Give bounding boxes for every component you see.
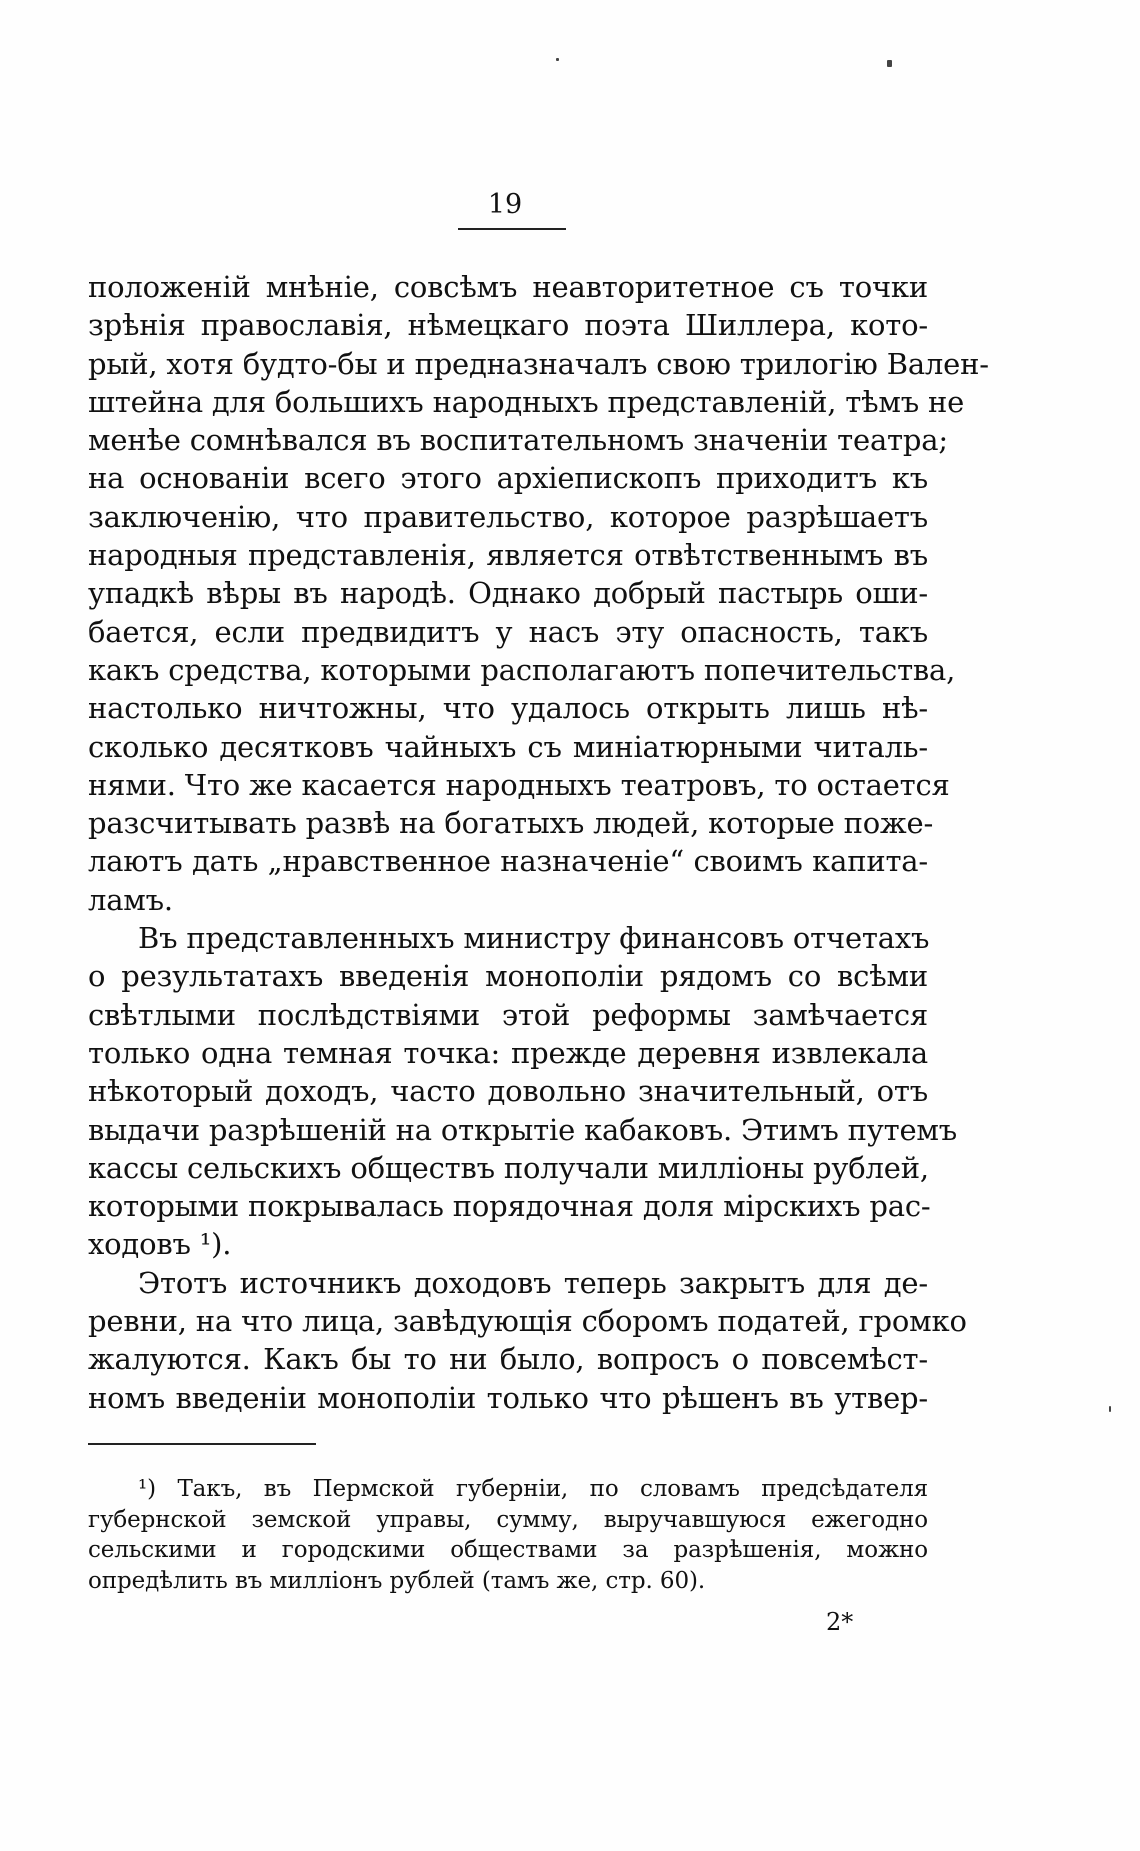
body-line: упадкѣ вѣры въ народѣ. Однако добрый пастырь оши- (88, 576, 928, 611)
body-line: нями. Что же касается народныхъ театровъ, то остается (88, 767, 950, 802)
body-line: народныя представленія, является отвѣтственнымъ въ (88, 538, 928, 573)
body-line: сколько десятковъ чайныхъ съ миніатюрными читаль- (88, 729, 928, 764)
footnotes (88, 1474, 928, 1596)
page-number: 19 (487, 189, 523, 220)
body-line: жалуются. Какъ бы то ни было, вопросъ о повсемѣст- (88, 1342, 928, 1377)
body-line: кассы сельскихъ обществъ получали милліоны рублей, (88, 1150, 929, 1185)
body-line: бается, если предвидитъ у насъ эту опасность, такъ (88, 614, 928, 649)
body-line: разсчитывать развѣ на богатыхъ людей, которые поже- (88, 806, 934, 841)
body-line: на основаніи всего этого архіепископъ приходитъ къ (88, 461, 928, 496)
footnote-line: губернской земской управы, сумму, выручавшуюся ежегодно (88, 1506, 928, 1533)
footnote-separator (88, 1443, 316, 1445)
body-line: нѣкоторый доходъ, часто довольно значительный, отъ (88, 1074, 928, 1109)
printer-signature-mark: 2* (826, 1608, 854, 1636)
body-line: положеній мнѣніе, совсѣмъ неавторитетное съ точки (88, 270, 928, 304)
body-line: которыми покрывалась порядочная доля мірскихъ рас- (88, 1189, 931, 1224)
footnote-line: сельскими и городскими обществами за разрѣшенія, можно (88, 1537, 928, 1563)
body-line: Этотъ источникъ доходовъ теперь закрытъ для де- (138, 1265, 928, 1300)
body-line: лаютъ дать „нравственное назначеніе“ своимъ капита- (88, 844, 928, 879)
body-line: заключенію, что правительство, которое разрѣшаетъ (88, 499, 928, 534)
body-line: Въ представленныхъ министру финансовъ отчетахъ (138, 921, 930, 956)
body-line: только одна темная точка: прежде деревня извлекала (88, 1035, 928, 1070)
body-line: ламъ. (88, 882, 173, 917)
body-line: номъ введеніи монополіи только что рѣшенъ въ утвер- (88, 1380, 928, 1415)
body-line: настолько ничтожны, что удалось открыть лишь нѣ- (88, 691, 928, 726)
footnote-line: опредѣлить въ милліонъ рублей (тамъ же, стр. 60). (88, 1567, 706, 1594)
body-line: ходовъ ¹). (88, 1227, 232, 1262)
body-text (88, 268, 989, 1417)
scan-speck (556, 58, 559, 61)
body-line: о результатахъ введенія монополіи рядомъ со всѣми (88, 959, 928, 994)
body-line: какъ средства, которыми располагаютъ попечительства, (88, 652, 956, 687)
page-number-underline (458, 228, 566, 230)
scan-speck (887, 60, 892, 67)
body-line: менѣе сомнѣвался въ воспитательномъ значеніи театра; (88, 423, 948, 458)
footnote-line: ¹) Такъ, въ Пермской губерніи, по словамъ предсѣдателя (138, 1476, 928, 1502)
body-line: ревни, на что лица, завѣдующія сборомъ податей, громко (88, 1304, 967, 1339)
body-line: выдачи разрѣшеній на открытіе кабаковъ. Этимъ путемъ (88, 1112, 958, 1147)
body-line: рый, хотя будто-бы и предназначалъ свою трилогію Вален- (88, 346, 989, 381)
body-line: зрѣнія православія, нѣмецкаго поэта Шиллера, кото- (88, 308, 928, 343)
body-line: свѣтлыми послѣдствіями этой реформы замѣчается (88, 997, 928, 1032)
scan-speck (1109, 1406, 1111, 1412)
body-line: штейна для большихъ народныхъ представленій, тѣмъ не (88, 384, 965, 419)
